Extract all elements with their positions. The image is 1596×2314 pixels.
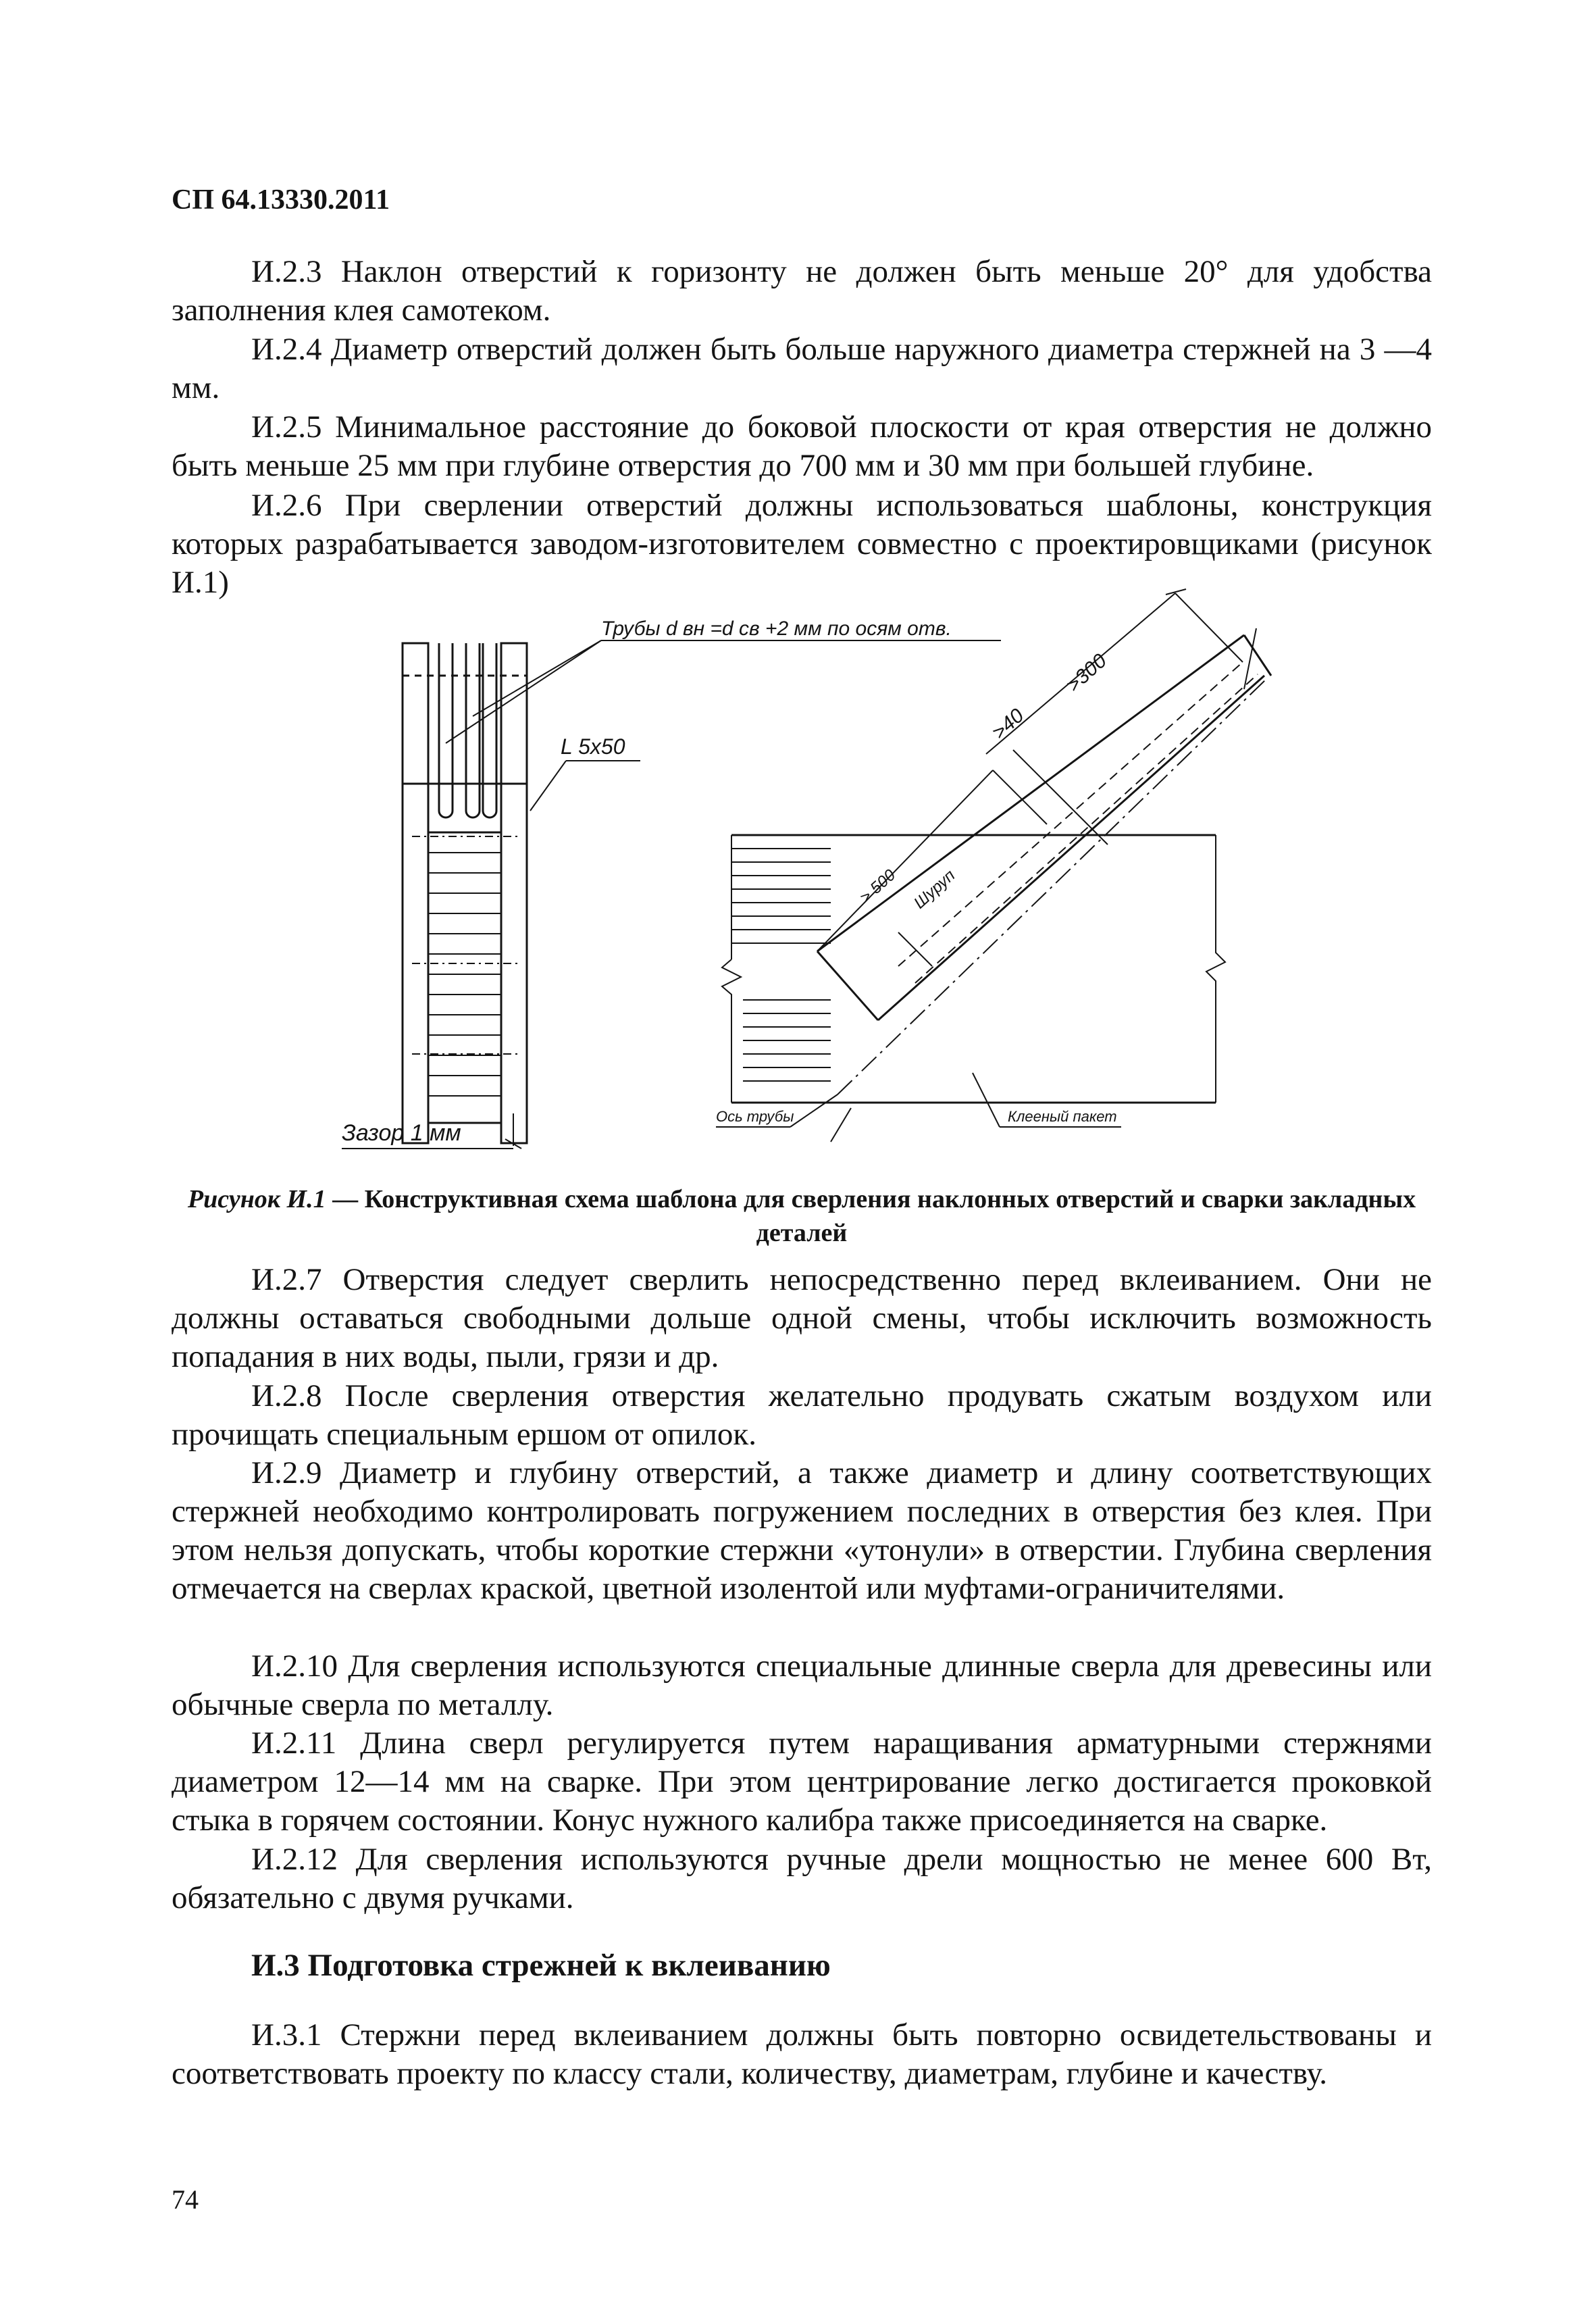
paragraph-i-2-8: И.2.8 После сверления отверстия желательно продувать сжатым воздухом или прочищать специальным ершом от опилок. — [172, 1378, 1432, 1452]
label-screw: Шуруп — [910, 866, 959, 913]
label-pipe-axis: Ось трубы — [716, 1108, 794, 1125]
template-side-view — [324, 640, 1001, 1149]
label-dim-500: > 500 — [856, 865, 900, 907]
paragraph-i-2-11: И.2.11 Длина сверл регулируется путем наращивания арматурными стержнями диаметром 12—14 мм на сварке. При этом центрирование легко достигается проковкой стыка в горячем состоянии. Конус нужного калибра также присоединяется на сварке. — [172, 1726, 1432, 1838]
paragraph-i-2-9: И.2.9 Диаметр и глубину отверстий, а также диаметр и длину соответствующих стержней необходимо контролировать погружением последних в отверстия без клея. При этом нельзя допускать, чтобы короткие стержни «утонули» в отверстии. Глубина сверления отмечается на сверлах краской, цветной изолентой или муфтами-ограничителями. — [172, 1455, 1432, 1606]
paragraph-i-2-6: И.2.6 При сверлении отверстий должны использоваться шаблоны, конструкция которых разрабатывается заводом-изготовителем совместно с проектировщиками (рисунок И.1) — [172, 488, 1432, 600]
document-header: СП 64.13330.2011 — [172, 184, 390, 216]
glued-pack-view — [716, 589, 1271, 1142]
caption-label: Рисунок И.1 — [187, 1185, 326, 1213]
caption-text: — Конструктивная схема шаблона для сверления наклонных отверстий и сварки закладных деталей — [326, 1185, 1416, 1247]
label-pipes: Трубы d вн =d св +2 мм по осям отв. — [601, 618, 952, 640]
paragraph-i-2-7: И.2.7 Отверстия следует сверлить непосредственно перед вклеиванием. Они не должны оставаться свободными дольше одной смены, чтобы исключить возможность попадания в них воды, пыли, грязи и др. — [172, 1262, 1432, 1374]
label-angle: L 5x50 — [561, 734, 625, 759]
paragraph-i-2-4: И.2.4 Диаметр отверстий должен быть больше наружного диаметра стержней на 3 —4 мм. — [172, 332, 1432, 405]
section-title-i-3: И.3 Подготовка стрежней к вклеиванию — [251, 1948, 831, 1983]
label-dim-40: >40 — [987, 704, 1029, 745]
paragraph-i-2-3: И.2.3 Наклон отверстий к горизонту не должен быть меньше 20° для удобства заполнения клея самотеком. — [172, 254, 1432, 328]
paragraph-i-3-1: И.3.1 Стержни перед вклеиванием должны быть повторно освидетельствованы и соответствовать проекту по классу стали, количеству, диаметрам, глубине и качеству. — [172, 2017, 1432, 2091]
page-number: 74 — [172, 2184, 199, 2215]
paragraph-i-2-12: И.2.12 Для сверления используются ручные дрели мощностью не менее 600 Вт, обязательно с двумя ручками. — [172, 1842, 1432, 1915]
label-gap: Зазор 1 мм — [342, 1120, 461, 1146]
figure-caption — [172, 1182, 1432, 1250]
paragraph-i-2-10: И.2.10 Для сверления используются специальные длинные сверла для древесины или обычные сверла по металлу. — [172, 1649, 1432, 1722]
paragraph-i-2-5: И.2.5 Минимальное расстояние до боковой плоскости от края отверстия не должно быть меньше 25 мм при глубине отверстия до 700 мм и 30 мм при большей глубине. — [172, 409, 1432, 483]
label-glued-pack: Клееный пакет — [1008, 1108, 1117, 1125]
label-dim-300: >300 — [1062, 649, 1111, 697]
